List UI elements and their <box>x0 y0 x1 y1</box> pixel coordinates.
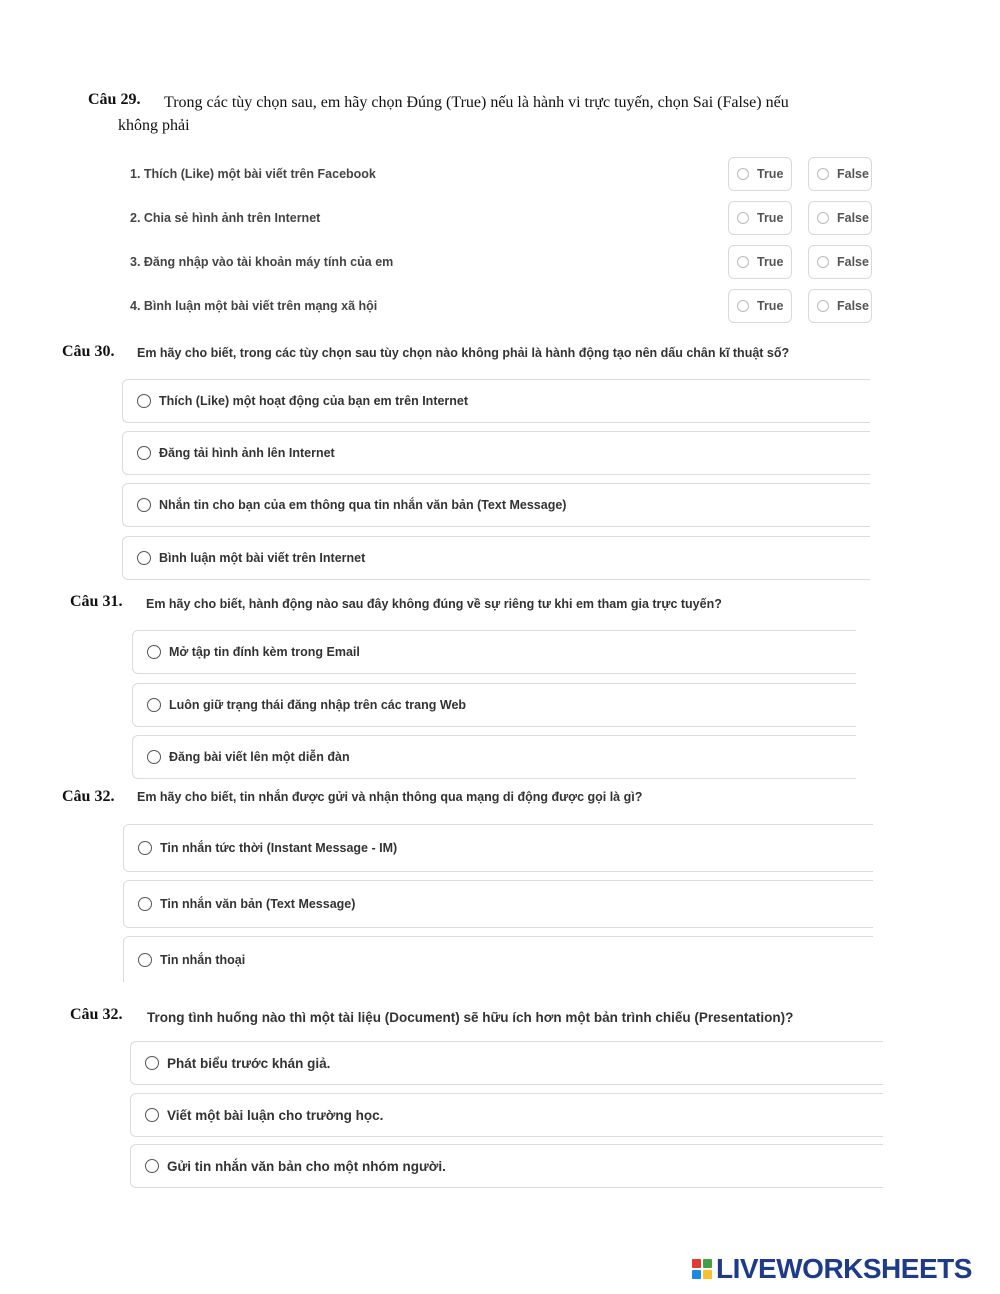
q29-item-2-true[interactable] <box>728 201 792 235</box>
radio-icon <box>817 168 829 180</box>
q29-item-1-false[interactable] <box>808 157 872 191</box>
q30-option-2[interactable] <box>122 431 870 475</box>
false-label: False <box>837 211 869 225</box>
option-label: Gửi tin nhắn văn bản cho một nhóm người. <box>167 1158 446 1174</box>
q30-text: Em hãy cho biết, trong các tùy chọn sau tùy chọn nào không phải là hành động tạo nên dấu chân kĩ thuật số? <box>137 346 790 360</box>
false-label: False <box>837 299 869 313</box>
q29-text-line1: Trong các tùy chọn sau, em hãy chọn Đúng (True) nếu là hành vi trực tuyến, chọn Sai (False) nếu <box>164 94 789 111</box>
q29-item-2-label: 2. Chia sẻ hình ảnh trên Internet <box>130 211 321 225</box>
option-label: Mở tập tin đính kèm trong Email <box>169 645 360 659</box>
radio-icon <box>817 300 829 312</box>
option-label: Tin nhắn văn bản (Text Message) <box>160 897 356 911</box>
q32b-option-3[interactable] <box>130 1144 883 1188</box>
q30-number: Câu 30. <box>62 343 115 360</box>
q29-item-3-label: 3. Đăng nhập vào tài khoản máy tính của em <box>130 255 394 269</box>
logo-block <box>692 1259 701 1268</box>
radio-icon <box>137 394 151 408</box>
q31-option-3[interactable] <box>132 735 856 779</box>
option-label: Đăng tải hình ảnh lên Internet <box>159 446 335 460</box>
q32b-number: Câu 32. <box>70 1006 123 1023</box>
logo-text: LIVEWORKSHEETS <box>716 1253 972 1284</box>
q32a-option-1[interactable] <box>123 824 873 872</box>
radio-icon <box>138 953 152 967</box>
logo-block <box>692 1270 701 1279</box>
radio-icon <box>737 168 749 180</box>
q32a-option-2[interactable] <box>123 880 873 928</box>
q31-number: Câu 31. <box>70 593 123 610</box>
radio-icon <box>737 300 749 312</box>
q32a-number: Câu 32. <box>62 788 115 805</box>
option-label: Viết một bài luận cho trường học. <box>167 1107 384 1123</box>
q29-item-1-label: 1. Thích (Like) một bài viết trên Facebook <box>130 167 376 181</box>
q32a-option-3[interactable] <box>123 936 873 982</box>
radio-icon <box>145 1159 159 1173</box>
radio-icon <box>138 841 152 855</box>
q31-option-2[interactable] <box>132 683 856 727</box>
true-label: True <box>757 255 784 269</box>
q31-text: Em hãy cho biết, hành động nào sau đây không đúng về sự riêng tư khi em tham gia trực tuyến? <box>146 597 722 611</box>
q32b-option-2[interactable] <box>130 1093 883 1137</box>
q29-item-4-false[interactable] <box>808 289 872 323</box>
liveworksheets-logo <box>692 1252 972 1286</box>
option-label: Tin nhắn tức thời (Instant Message - IM) <box>160 841 398 855</box>
radio-icon <box>737 256 749 268</box>
q30-option-3[interactable] <box>122 483 870 527</box>
false-label: False <box>837 255 869 269</box>
radio-icon <box>817 212 829 224</box>
q29-number: Câu 29. <box>88 91 141 108</box>
radio-icon <box>137 551 151 565</box>
radio-icon <box>817 256 829 268</box>
q29-text-line2: không phải <box>118 117 190 134</box>
q29-item-2-false[interactable] <box>808 201 872 235</box>
q32b-option-1[interactable] <box>130 1041 883 1085</box>
logo-blocks-icon <box>692 1259 712 1279</box>
q31-option-1[interactable] <box>132 630 856 674</box>
true-label: True <box>757 167 784 181</box>
option-label: Tin nhắn thoại <box>160 952 246 967</box>
option-label: Thích (Like) một hoạt động của bạn em trên Internet <box>159 394 469 408</box>
radio-icon <box>137 446 151 460</box>
q29-item-3-false[interactable] <box>808 245 872 279</box>
radio-icon <box>145 1108 159 1122</box>
q32a-text: Em hãy cho biết, tin nhắn được gửi và nhận thông qua mạng di động được gọi là gì? <box>137 790 643 804</box>
q29-item-4-label: 4. Bình luận một bài viết trên mạng xã hội <box>130 299 378 313</box>
q32b-text: Trong tình huống nào thì một tài liệu (Document) sẽ hữu ích hơn một bản trình chiếu (Presentation)? <box>147 1010 794 1025</box>
option-label: Đăng bài viết lên một diễn đàn <box>169 750 350 764</box>
logo-block <box>703 1270 712 1279</box>
q30-option-4[interactable] <box>122 536 870 580</box>
radio-icon <box>147 698 161 712</box>
true-label: True <box>757 211 784 225</box>
q29-item-1-true[interactable] <box>728 157 792 191</box>
q29-item-4-true[interactable] <box>728 289 792 323</box>
false-label: False <box>837 167 869 181</box>
option-label: Phát biểu trước khán giả. <box>167 1055 331 1071</box>
radio-icon <box>147 645 161 659</box>
q29-item-3-true[interactable] <box>728 245 792 279</box>
radio-icon <box>145 1056 159 1070</box>
radio-icon <box>138 897 152 911</box>
radio-icon <box>137 498 151 512</box>
option-label: Bình luận một bài viết trên Internet <box>159 551 366 565</box>
q30-option-1[interactable] <box>122 379 870 423</box>
option-label: Nhắn tin cho bạn của em thông qua tin nhắn văn bản (Text Message) <box>159 498 567 512</box>
logo-block <box>703 1259 712 1268</box>
option-label: Luôn giữ trạng thái đăng nhập trên các trang Web <box>169 698 467 712</box>
radio-icon <box>737 212 749 224</box>
true-label: True <box>757 299 784 313</box>
radio-icon <box>147 750 161 764</box>
